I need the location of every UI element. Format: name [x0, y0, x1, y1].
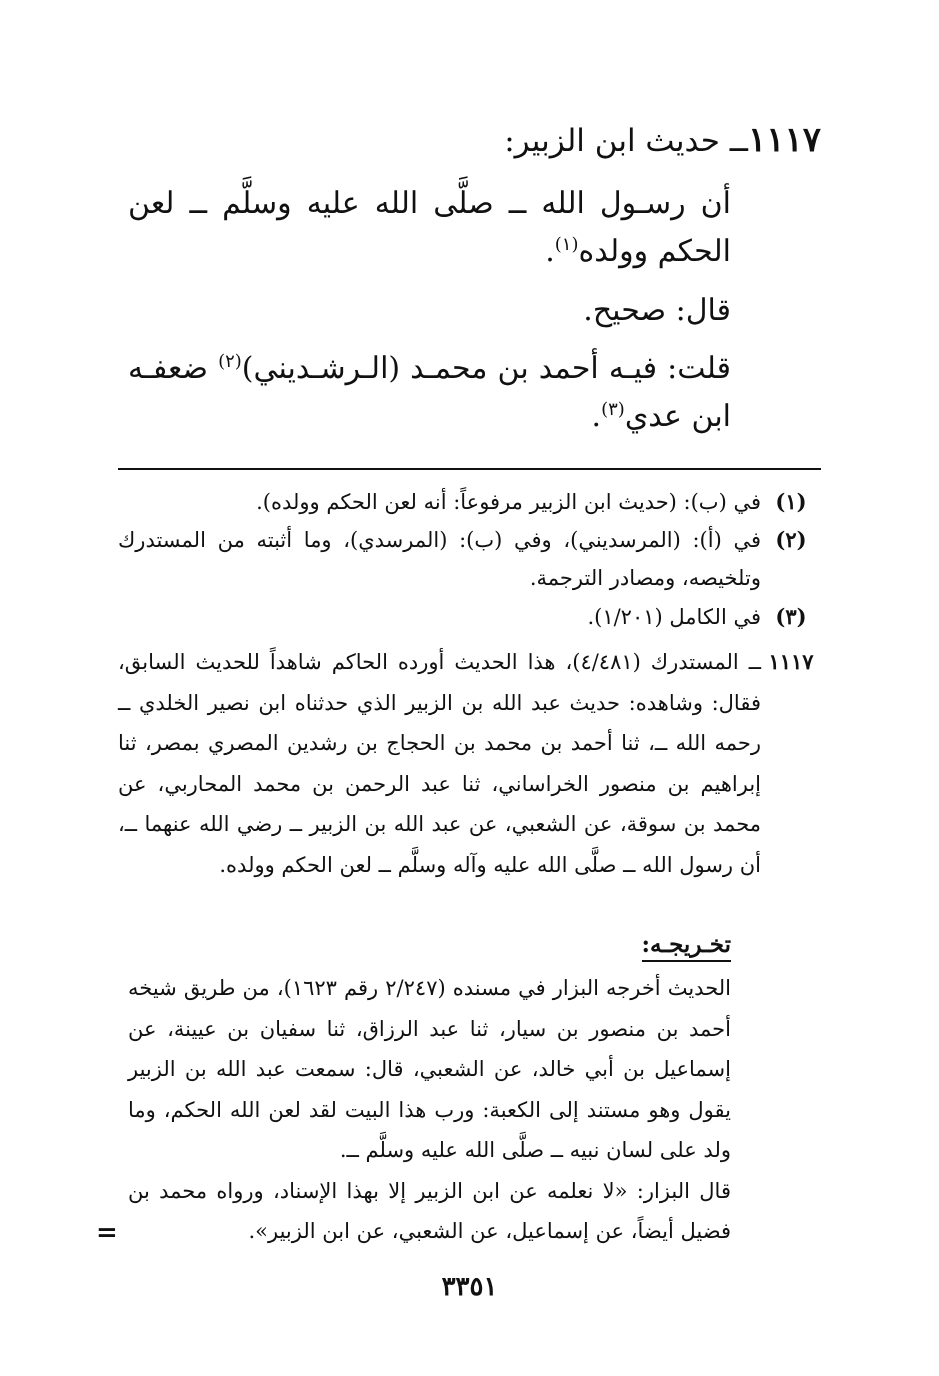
author-comment-end: .: [591, 399, 602, 434]
continuation-mark: =: [96, 1218, 118, 1248]
footnote-number: (١): [775, 489, 807, 514]
commentary-number: ١١١٧: [768, 649, 814, 674]
footnote-3: [118, 598, 821, 636]
footnote-ref-2: (٢): [218, 351, 242, 372]
footnote-ref-3: (٣): [601, 399, 625, 420]
commentary-section: [118, 642, 821, 885]
footnote-text: في الكامل (١/٢٠١).: [587, 605, 761, 629]
takhrij-paragraph-1: الحديث أخرجه البزار في مسنده (٢/٢٤٧ رقم ١٦٢٣)، من طريق شيخه أحمد بن منصور بن سيار، ثنا عبد الرزاق، ثنا سفيان بن عيينة، عن إسماعيل بن أبي خالد، عن الشعبي، قال: سمعت عبد الله بن الزبير يقول وهو مستند إلى الكعبة: ورب هذا البيت لقد لعن الله الحكم، وما ولد على لسان نبيه ــ صلَّى الله عليه وسلَّم ــ.: [128, 976, 731, 1162]
footnote-number: (٣): [775, 604, 807, 629]
hadith-number: ١١١٧: [747, 120, 821, 160]
footnote-text: في (ب): (حديث ابن الزبير مرفوعاً: أنه لعن الحكم وولده).: [256, 490, 761, 514]
commentary-text: ــ المستدرك (٤/٤٨١)، هذا الحديث أورده الحاكم شاهداً للحديث السابق، فقال: وشاهده: حديث عبد الله بن الزبير الذي حدثناه ابن نصير الخلدي ــ رحمه الله ــ، ثنا أحمد بن محمد بن الحجاج بن رشدين المصري بمصر، ثنا إبراهيم بن منصور الخراساني، ثنا عبد الرحمن بن محمد المحاربي، عن محمد بن سوقة، عن الشعبي، عن عبد الله بن الزبير ــ رضي الله عنهما ــ، أن رسول الله ــ صلَّى الله عليه وآله وسلَّم ــ لعن الحكم وولده.: [118, 650, 761, 877]
author-comment-part-b: ضعفـه ابن عدي: [128, 351, 731, 434]
hadith-heading: [121, 116, 821, 165]
hadith-text-body: أن رسـول الله ــ صلَّى الله عليه وسلَّم ــ لعن الحكم وولده: [128, 186, 731, 269]
takhrij-paragraph-2: قال البزار: «لا نعلمه عن ابن الزبير إلا بهذا الإسناد، ورواه محمد بن فضيل أيضاً، عن إسماعيل، عن الشعبي، عن ابن الزبير».: [128, 1178, 731, 1243]
footnote-number: (٢): [775, 527, 807, 552]
takhrij-heading: تخـريجـه:: [642, 930, 731, 962]
grading-statement: قال: صحيح.: [583, 293, 731, 328]
takhrij-body: [128, 968, 731, 1252]
footnote-2: [118, 521, 821, 597]
hadith-text: أن رسـول الله ــ صلَّى الله عليه وسلَّم ــ لعن الحكم وولده$^{(١)}$.: [128, 186, 731, 269]
footnote-1: [118, 483, 821, 521]
author-comment-part-a: قلت: فيـه أحمد بن محمـد (الـرشـديني): [241, 351, 732, 386]
author-comment: [128, 345, 731, 441]
page-number: ٣٣٥١: [441, 1272, 498, 1302]
footnote-ref-1: (١): [554, 234, 579, 255]
footnote-text: في (أ): (المرسديني)، وفي (ب): (المرسدي)، وما أثبته من المستدرك وتلخيصه، ومصادر الترجمة.: [118, 528, 761, 590]
footnote-divider: [118, 468, 821, 470]
hadith-title: ــ حديث ابن الزبير:: [504, 123, 748, 159]
